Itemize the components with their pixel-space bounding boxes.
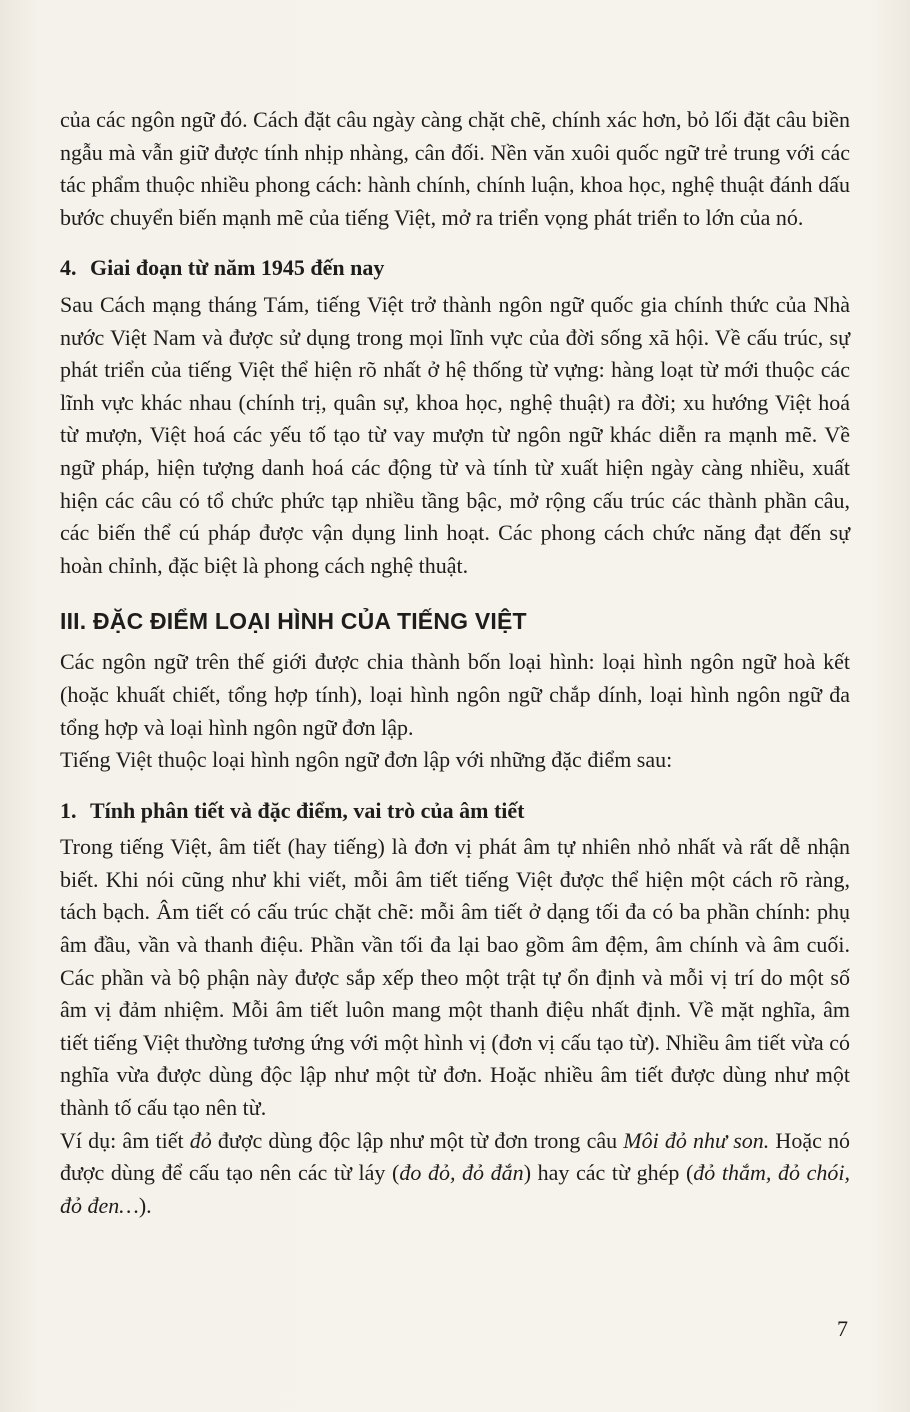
example-text: được dùng độc lập như một từ đơn trong câu	[211, 1127, 624, 1153]
paragraph-tieng-viet-thuoc-text: Tiếng Việt thuộc loại hình ngôn ngữ đơn lập với những đặc điểm sau:	[60, 747, 673, 773]
paragraph-1945	[60, 289, 850, 582]
paragraph-am-tiet	[60, 831, 850, 1124]
page-number: 7	[837, 1316, 848, 1341]
example-italic: Môi đỏ như son.	[623, 1127, 770, 1153]
paragraph-continuation: của các ngôn ngữ đó. Cách đặt câu ngày càng chặt chẽ, chính xác hơn, bỏ lối đặt câu biền ngẫu mà vẫn giữ được tính nhịp nhàng, cân đối. Nền văn xuôi quốc ngữ trẻ trung với các tác phẩm thuộc nhiều phong cách: hành chính, chính luận, khoa học, nghệ thuật đánh dấu bước chuyển biến mạnh mẽ của tiếng Việt, mở ra triển vọng phát triển to lớn của nó.	[60, 107, 850, 230]
paragraph-loai-hinh-text: Các ngôn ngữ trên thế giới được chia thành bốn loại hình: loại hình ngôn ngữ hoà kết (hoặc khuất chiết, tổng hợp tính), loại hình ngôn ngữ chắp dính, loại hình ngôn ngữ đa tổng hợp và loại hình ngôn ngữ đơn lập.	[60, 649, 850, 740]
section-number: 1.	[60, 797, 77, 823]
example-italic: đỏ thắm, đỏ chói, đỏ đen…	[60, 1160, 851, 1218]
section-heading-4	[60, 252, 850, 285]
paragraph-tieng-viet-thuoc	[60, 744, 850, 777]
example-italic: đo đỏ, đỏ đắn	[399, 1160, 524, 1186]
page-content	[60, 104, 850, 1222]
example-text: ).	[138, 1192, 152, 1218]
paragraph-1945-text: Sau Cách mạng tháng Tám, tiếng Việt trở thành ngôn ngữ quốc gia chính thức của Nhà nước Việt Nam và được sử dụng trong mọi lĩnh vực của đời sống xã hội. Về cấu trúc, sự phát triển của tiếng Việt thể hiện rõ nhất ở hệ thống từ vựng: hàng loạt từ mới thuộc các lĩnh vực khác nhau (chính trị, quân sự, khoa học, nghệ thuật) ra đời; xu hướng Việt hoá từ mượn, Việt hoá các yếu tố tạo từ vay mượn từ ngôn ngữ khác diễn ra mạnh mẽ. Về ngữ pháp, hiện tượng danh hoá các động từ và tính từ xuất hiện ngày càng nhiều, xuất hiện các câu có tổ chức phức tạp nhiều tầng bậc, mở rộng cấu trúc các thành phần câu, các biến thể cú pháp được vận dụng linh hoạt. Các phong cách chức năng đạt đến sự hoàn chỉnh, đặc biệt là phong cách nghệ thuật.	[60, 291, 850, 578]
chapter-heading-III: III. ĐẶC ĐIỂM LOẠI HÌNH CỦA TIẾNG VIỆT	[60, 608, 527, 635]
section-number: 4.	[60, 255, 77, 281]
example-italic: đỏ	[189, 1127, 212, 1153]
section-title: Giai đoạn từ năm 1945 đến nay	[90, 255, 385, 281]
example-text: Hoặc nó được dùng để cấu tạo nên các từ láy (	[60, 1127, 851, 1186]
section-title: Tính phân tiết và đặc điểm, vai trò của âm tiết	[90, 797, 525, 823]
paragraph-example	[60, 1125, 850, 1223]
example-text: Ví dụ: âm tiết	[60, 1127, 190, 1153]
section-heading-1	[60, 795, 850, 828]
paragraph-loai-hinh	[60, 646, 850, 744]
example-text: ) hay các từ ghép (	[523, 1160, 694, 1186]
paragraph-am-tiet-text: Trong tiếng Việt, âm tiết (hay tiếng) là đơn vị phát âm tự nhiên nhỏ nhất và rất dễ nhận biết. Khi nói cũng như khi viết, mỗi âm tiết tiếng Việt được thể hiện một cách rõ ràng, tách bạch. Âm tiết có cấu trúc chặt chẽ: mỗi âm tiết ở dạng tối đa có ba phần chính: phụ âm đầu, vần và thanh điệu. Phần vần tối đa lại bao gồm âm đệm, âm chính và âm cuối. Các phần và bộ phận này được sắp xếp theo một trật tự ổn định và mỗi vị trí do một số âm vị đảm nhiệm. Mỗi âm tiết luôn mang một thanh điệu nhất định. Về mặt nghĩa, âm tiết tiếng Việt thường tương ứng với một hình vị (đơn vị cấu tạo từ). Nhiều âm tiết vừa có nghĩa vừa được dùng độc lập như một từ đơn. Hoặc nhiều âm tiết được dùng như một thành tố cấu tạo nên từ.	[60, 834, 850, 1121]
